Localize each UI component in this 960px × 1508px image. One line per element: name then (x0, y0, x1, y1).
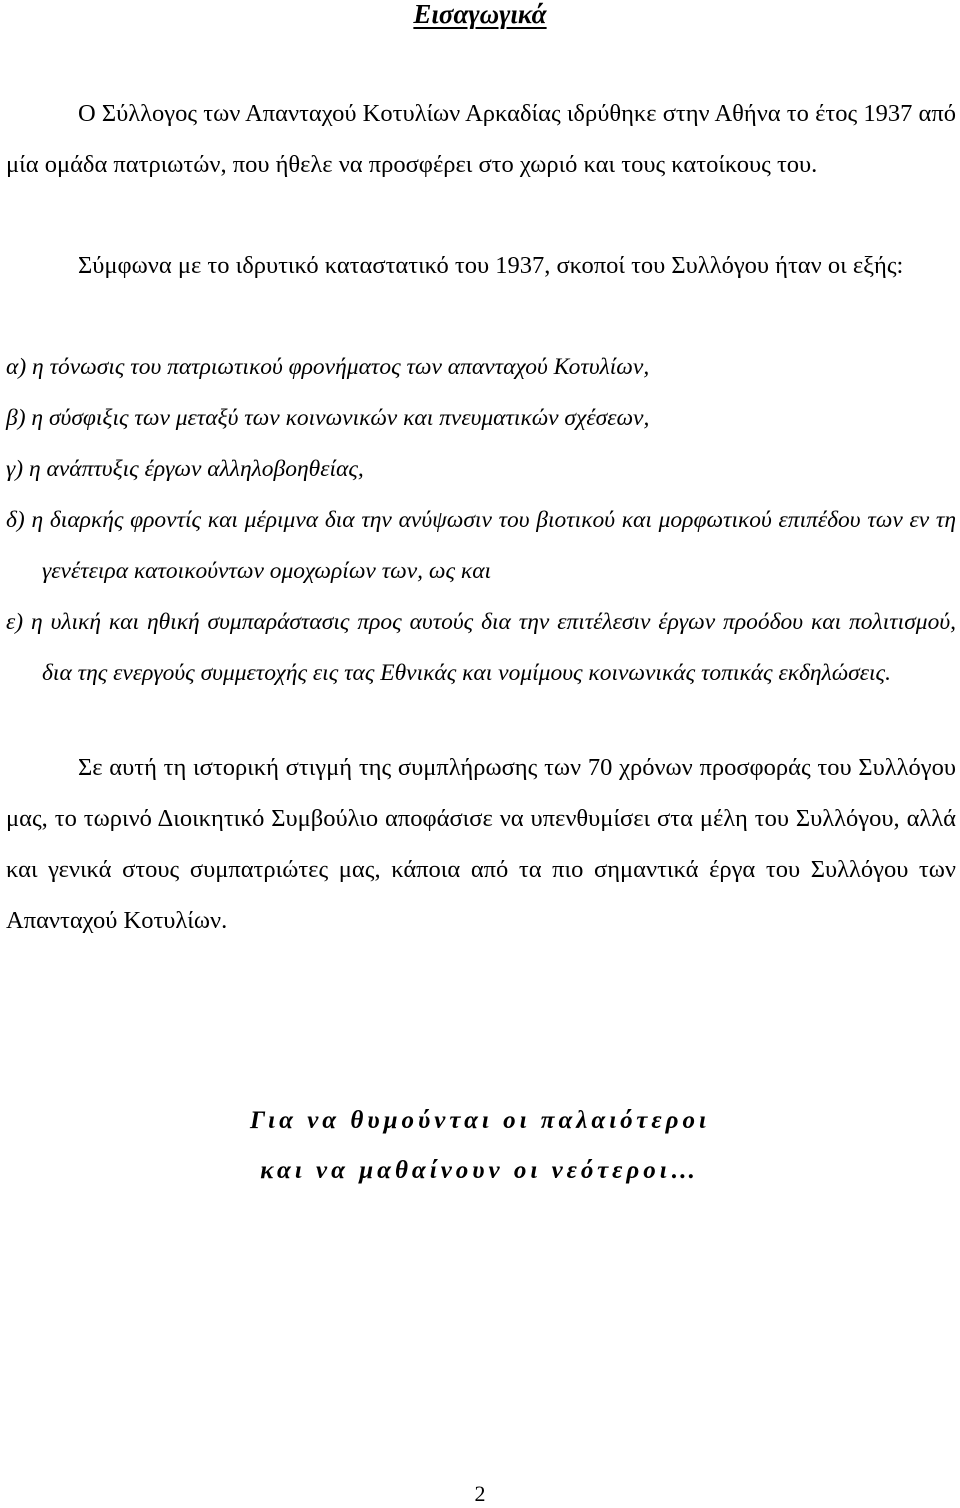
motto-line: Για να θυμούνται οι παλαιότεροι (250, 1107, 710, 1134)
closing-paragraph (6, 742, 956, 946)
intro-paragraph: Ο Σύλλογος των Απανταχού Κοτυλίων Αρκαδίας ιδρύθηκε στην Αθήνα το έτος 1937 από μία ομάδα πατριωτών, που ήθελε να προσφέρει στο χωριό και τους κατοίκους του. (6, 100, 956, 178)
section-title: Εισαγωγικά (413, 0, 547, 29)
closing-paragraph-text: Σε αυτή τη ιστορική στιγμή της συμπλήρωσης των 70 χρόνων προσφοράς του Συλλόγου μας, το τωρινό Διοικητικό Συμβούλιο αποφάσισε να υπενθυμίσει στα μέλη του Συλλόγου, αλλά και γενικά στους συμπατριώτες μας, κάποια από τα πιο σημαντικά έργα του Συλλόγου των Απανταχού Κοτυλίων. (6, 754, 956, 934)
page-number: 2 (474, 1481, 486, 1506)
purpose-item: ε) η υλική και ηθική συμπαράστασις προς αυτούς δια την επιτέλεσιν έργων προόδου και πολιτισμού, δια της ενεργούς συμμετοχής εις τας Εθνικάς και νομίμους κοινωνικάς τοπικάς εκδηλώσεις. (6, 609, 956, 686)
purposes-list (6, 342, 956, 699)
purpose-item: α) η τόνωσις του πατριωτικού φρονήματος των απανταχού Κοτυλίων, (6, 354, 650, 380)
purpose-item: β) η σύσφιξις των μεταξύ των κοινωνικών και πνευματικών σχέσεων, (6, 405, 650, 431)
purpose-item: δ) η διαρκής φροντίς και μέριμνα δια την ανύψωσιν του βιοτικού και μορφωτικού επιπέδου των εν τη γενέτειρα κατοικούντων ομοχωρίων των, ως και (6, 507, 956, 584)
purpose-item: γ) η ανάπτυξις έργων αλληλοβοηθείας, (6, 456, 364, 482)
motto-line: και να μαθαίνουν οι νεότεροι… (260, 1157, 700, 1184)
purposes-intro-paragraph: Σύμφωνα με το ιδρυτικό καταστατικό του 1937, σκοποί του Συλλόγου ήταν οι εξής: (78, 252, 904, 279)
